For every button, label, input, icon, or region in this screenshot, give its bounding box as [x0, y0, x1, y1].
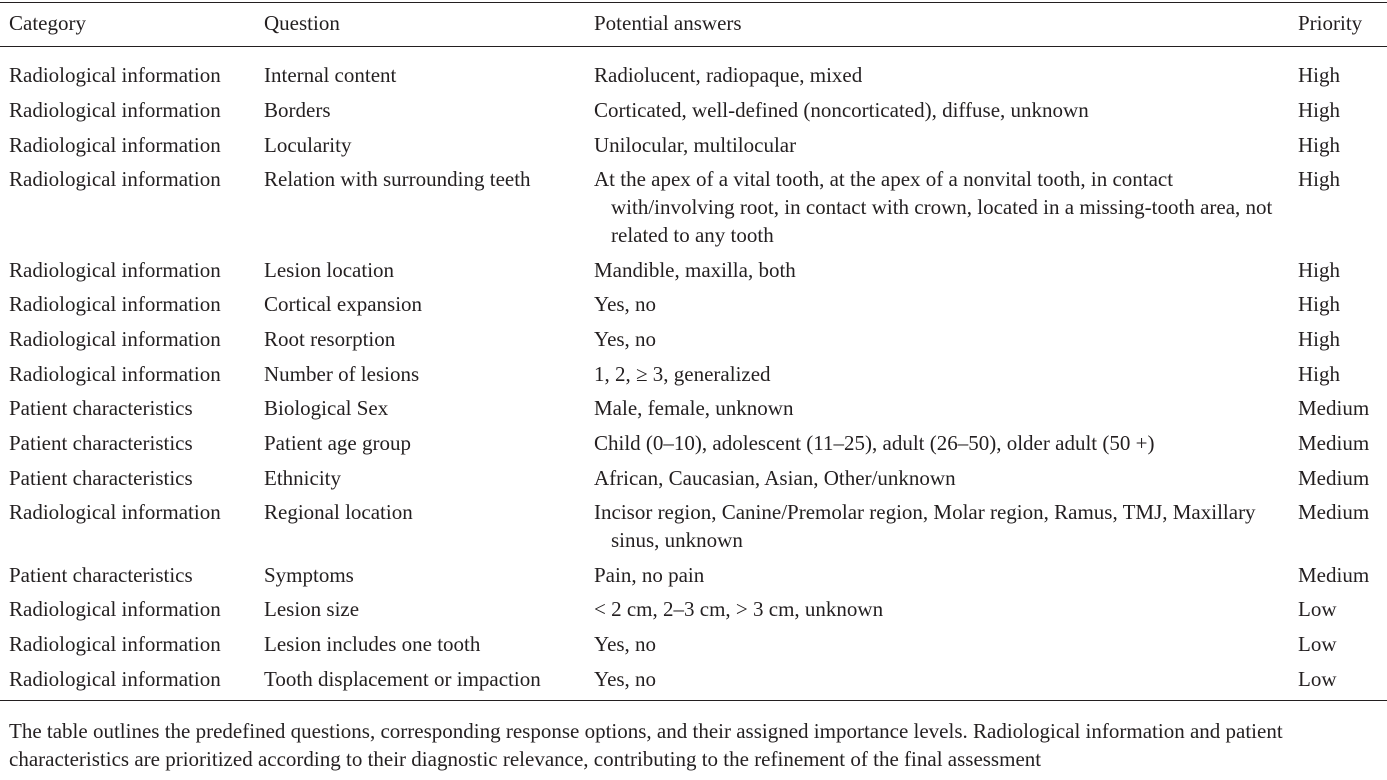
cell-question: Borders [264, 98, 331, 122]
answers-text: Child (0–10), adolescent (11–25), adult (26–50), older adult (50 +) [594, 431, 1155, 455]
table-header-rule [0, 46, 1387, 47]
answers-text: Pain, no pain [594, 563, 705, 587]
cell-priority: Medium [1298, 563, 1370, 587]
cell-category: Radiological information [9, 362, 221, 386]
cell-answers [594, 429, 1274, 457]
cell-answers [594, 464, 1274, 492]
cell-question: Biological Sex [264, 396, 389, 420]
cell-priority: High [1298, 63, 1340, 87]
cell-question: Internal content [264, 63, 397, 87]
cell-category: Radiological information [9, 500, 221, 524]
cell-question: Number of lesions [264, 362, 420, 386]
answers-text: Male, female, unknown [594, 396, 794, 420]
answers-text: Radiolucent, radiopaque, mixed [594, 63, 863, 87]
cell-question: Locularity [264, 133, 352, 157]
answers-text: Yes, no [594, 292, 657, 316]
header-category: Category [9, 11, 86, 35]
answers-text: < 2 cm, 2–3 cm, > 3 cm, unknown [594, 597, 884, 621]
cell-answers [594, 498, 1274, 554]
cell-question: Regional location [264, 500, 413, 524]
cell-question: Relation with surrounding teeth [264, 167, 531, 191]
cell-question: Lesion size [264, 597, 360, 621]
cell-category: Radiological information [9, 597, 221, 621]
answers-text: Corticated, well-defined (noncorticated), diffuse, unknown [594, 98, 1089, 122]
cell-priority: Low [1298, 667, 1337, 691]
cell-category: Radiological information [9, 667, 221, 691]
answers-text: Yes, no [594, 667, 657, 691]
table-bottom-rule [0, 700, 1387, 701]
cell-answers [594, 131, 1274, 159]
cell-category: Patient characteristics [9, 466, 193, 490]
answers-text: African, Caucasian, Asian, Other/unknown [594, 466, 956, 490]
cell-question: Patient age group [264, 431, 411, 455]
cell-answers [594, 630, 1274, 658]
cell-priority: Medium [1298, 466, 1370, 490]
cell-question: Cortical expansion [264, 292, 423, 316]
cell-priority: High [1298, 292, 1340, 316]
cell-question: Lesion location [264, 258, 395, 282]
header-priority: Priority [1298, 11, 1363, 35]
cell-priority: High [1298, 327, 1340, 351]
cell-priority: Low [1298, 597, 1337, 621]
cell-priority: High [1298, 98, 1340, 122]
cell-question: Tooth displacement or impaction [264, 667, 541, 691]
header-question: Question [264, 11, 340, 35]
cell-answers [594, 561, 1274, 589]
cell-priority: High [1298, 258, 1340, 282]
answers-text: At the apex of a vital tooth, at the apex of a nonvital tooth, in contact with/involving root, in contact with crown, located in a missing-tooth area, not related to any tooth [594, 167, 1273, 247]
cell-priority: Medium [1298, 431, 1370, 455]
cell-answers [594, 256, 1274, 284]
answers-text: Yes, no [594, 327, 657, 351]
cell-question: Root resorption [264, 327, 396, 351]
table-top-rule [0, 2, 1387, 3]
cell-question: Symptoms [264, 563, 354, 587]
answers-text: Unilocular, multilocular [594, 133, 797, 157]
cell-answers [594, 290, 1274, 318]
cell-answers [594, 165, 1274, 249]
cell-priority: Medium [1298, 396, 1370, 420]
cell-category: Patient characteristics [9, 563, 193, 587]
cell-category: Radiological information [9, 258, 221, 282]
table-footnote: The table outlines the predefined questions, corresponding response options, and their assigned importance levels. Radiological information and patient characteristics are prioritized according to their diagnostic relevance, contributing to the refinement of the final assessment [9, 719, 1283, 771]
cell-category: Radiological information [9, 292, 221, 316]
answers-text: Incisor region, Canine/Premolar region, Molar region, Ramus, TMJ, Maxillary sinus, unknown [594, 500, 1256, 552]
cell-category: Radiological information [9, 133, 221, 157]
cell-priority: High [1298, 133, 1340, 157]
cell-answers [594, 325, 1274, 353]
cell-answers [594, 665, 1274, 693]
cell-priority: Medium [1298, 500, 1370, 524]
answers-text: Yes, no [594, 632, 657, 656]
cell-category: Patient characteristics [9, 396, 193, 420]
cell-category: Radiological information [9, 63, 221, 87]
cell-priority: Low [1298, 632, 1337, 656]
answers-text: Mandible, maxilla, both [594, 258, 796, 282]
cell-answers [594, 394, 1274, 422]
cell-category: Radiological information [9, 327, 221, 351]
header-answers: Potential answers [594, 11, 742, 35]
cell-question: Lesion includes one tooth [264, 632, 481, 656]
answers-text: 1, 2, ≥ 3, generalized [594, 362, 771, 386]
cell-question: Ethnicity [264, 466, 341, 490]
cell-category: Radiological information [9, 98, 221, 122]
cell-answers [594, 96, 1274, 124]
cell-answers [594, 360, 1274, 388]
cell-priority: High [1298, 167, 1340, 191]
cell-category: Radiological information [9, 167, 221, 191]
cell-priority: High [1298, 362, 1340, 386]
cell-answers [594, 595, 1274, 623]
cell-category: Radiological information [9, 632, 221, 656]
cell-category: Patient characteristics [9, 431, 193, 455]
cell-answers [594, 61, 1274, 89]
